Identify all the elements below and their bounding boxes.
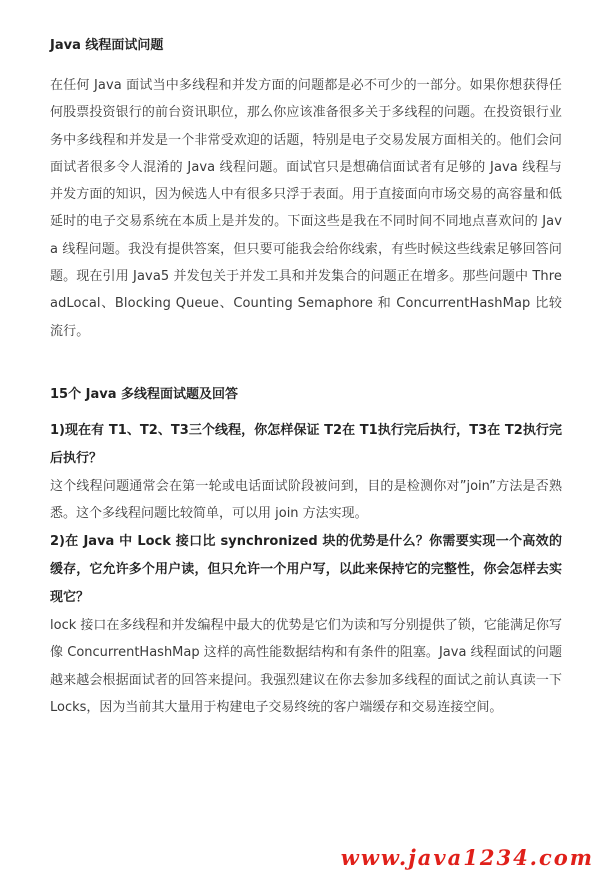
question-1: 1)现在有 T1、T2、T3三个线程，你怎样保证 T2在 T1执行完后执行，T3在 T2执行完后执行？ — [50, 422, 562, 466]
intro-paragraph: 在任何 Java 面试当中多线程和并发方面的问题都是必不可少的一部分。如果你想获得任何股票投资银行的前台资讯职位，那么你应该准备很多关于多线程的问题。在投资银行业务中多线程和并发是一个非常受欢迎的话题，特别是电子交易发展方面相关的。他们会问面试者很多令人混淆的 Java 线程问题。面试官只是想确信面试者有足够的 Java 线程与并发方面的知识，因为候选人中有很多只浮于表面。用于直接面向市场交易的高容量和低延时的电子交易系统在本质上是并发的。下面这些是我在不同时间不同地点喜欢问的 Java 线程问题。我没有提供答案，但只要可能我会给你线索，有些时候这些线索足够回答问题。现在引用 Java5 并发包关于并发工具和并发集合的问题正在增多。那些问题中 ThreadLocal、Blocking Queue、Counting Semaphore 和 ConcurrentHashMap 比较流行。 — [50, 78, 562, 339]
document-title: Java 线程面试问题 — [50, 38, 164, 53]
section-title: 15个 Java 多线程面试题及回答 — [50, 386, 238, 402]
question-2: 2)在 Java 中 Lock 接口比 synchronized 块的优势是什么？你需要实现一个高效的缓存，它允许多个用户读，但只允许一个用户写，以此来保持它的完整性，你会怎样去实现它？ — [50, 533, 562, 605]
answer-1: 这个线程问题通常会在第一轮或电话面试阶段被问到，目的是检测你对”join”方法是否熟悉。这个多线程问题比较简单，可以用 join 方法实现。 — [50, 478, 562, 522]
document-content — [50, 36, 562, 722]
section-gap — [50, 345, 562, 385]
answer-2: lock 接口在多线程和并发编程中最大的优势是它们为读和写分别提供了锁，它能满足你写像 ConcurrentHashMap 这样的高性能数据结构和有条件的阻塞。Java 线程面试的问题越来越会根据面试者的回答来提问。我强烈建议在你去参加多线程的面试之前认真读一下 Locks，因为当前其大量用于构建电子交易终统的客户端缓存和交易连接空间。 — [50, 617, 562, 716]
watermark-logo: www.java1234.com — [340, 845, 594, 870]
